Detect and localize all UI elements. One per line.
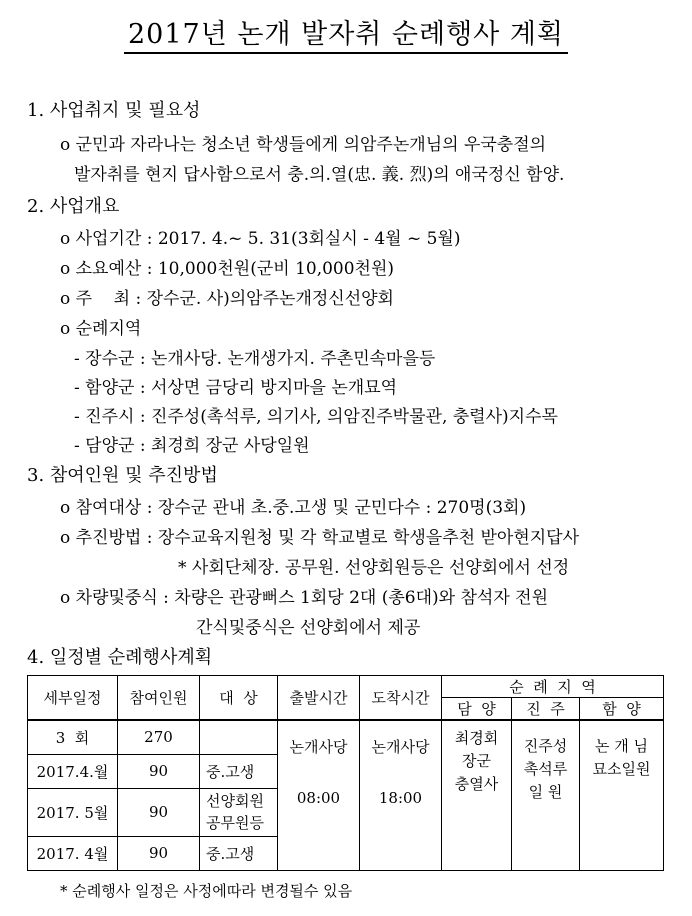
departure-cell (278, 720, 360, 870)
project-host: o 주 최 : 장수군. 사)의암주논개정신선양회 (60, 289, 394, 309)
section2-heading: 2. 사업개요 (27, 196, 120, 217)
row-target-line: 선양회원 (206, 792, 264, 810)
section4-heading: 4. 일정별 순례행사계획 (27, 647, 213, 668)
row-schedule: 2017. 4월 (28, 836, 118, 870)
hamyang-line: 논 개 님 (594, 737, 648, 755)
row-target (200, 788, 278, 836)
damyang-cell (442, 720, 512, 870)
header-region: 순 례 지 역 (442, 676, 664, 698)
departure-place: 논개사당 (289, 737, 348, 756)
participation-target: o 참여대상 : 장수군 관내 초.중.고생 및 군민다수 : 270명(3회) (60, 498, 527, 518)
header-jinju: 진 주 (512, 698, 580, 721)
vehicle-meal-line2: 간식및중식은 선양회에서 제공 (196, 618, 421, 638)
header-schedule: 세부일정 (28, 676, 118, 721)
hamyang-cell (580, 720, 664, 870)
total-participants: 270 (118, 720, 200, 754)
section1-line1: o 군민과 자라나는 청소년 학생들에게 의암주논개님의 우국충절의 (60, 135, 547, 155)
header-departure: 출발시간 (278, 676, 360, 721)
region-item: - 함양군 : 서상면 금당리 방지마을 논개묘역 (74, 378, 398, 398)
row-participants: 90 (118, 836, 200, 870)
total-target (200, 720, 278, 754)
region-item: - 장수군 : 논개사당. 논개생가지. 주촌민속마을등 (74, 349, 436, 369)
row-target: 중.고생 (200, 836, 278, 870)
schedule-table (27, 675, 664, 871)
total-schedule: 3 회 (28, 720, 118, 754)
project-period: o 사업기간 : 2017. 4.~ 5. 31(3회실시 - 4월 ~ 5월) (60, 229, 461, 249)
table-row (28, 720, 664, 754)
header-arrival: 도착시간 (360, 676, 442, 721)
row-target: 중.고생 (200, 754, 278, 788)
jinju-line: 일 원 (528, 783, 563, 801)
page-title: 2017년 논개 발자취 순례행사 계획 (0, 12, 692, 51)
pilgrimage-region-heading: o 순례지역 (60, 319, 142, 339)
arrival-cell (360, 720, 442, 870)
section1-heading: 1. 사업취지 및 필요성 (27, 100, 201, 121)
row-target-line: 공무원등 (206, 814, 264, 832)
row-participants: 90 (118, 754, 200, 788)
header-hamyang: 함 양 (580, 698, 664, 721)
damyang-line: 충열사 (454, 775, 499, 793)
jinju-cell (512, 720, 580, 870)
promotion-method: o 추진방법 : 장수교육지원청 및 각 학교별로 학생을추천 받아현지답사 (60, 528, 580, 548)
header-participants: 참여인원 (118, 676, 200, 721)
region-item: - 진주시 : 진주성(촉석루, 의기사, 의암진주박물관, 충렬사)지수목 (74, 407, 558, 427)
footnote: * 순례행사 일정은 사정에따라 변경될수 있음 (60, 882, 353, 900)
row-participants: 90 (118, 788, 200, 836)
arrival-time: 18:00 (378, 788, 423, 807)
header-damyang: 담 양 (442, 698, 512, 721)
jinju-line: 촉석루 (523, 760, 568, 778)
section3-heading: 3. 참여인원 및 추진방법 (27, 465, 218, 486)
row-schedule: 2017.4.월 (28, 754, 118, 788)
arrival-place: 논개사당 (371, 737, 430, 756)
damyang-line: 최경회 (454, 729, 499, 747)
region-item: - 담양군 : 최경희 장군 사당일원 (74, 436, 310, 456)
hamyang-line: 묘소일원 (592, 760, 651, 778)
row-schedule: 2017. 5월 (28, 788, 118, 836)
damyang-line: 장군 (462, 752, 491, 770)
project-budget: o 소요예산 : 10,000천원(군비 10,000천원) (60, 259, 395, 279)
jinju-line: 진주성 (523, 737, 568, 755)
vehicle-meal: o 차량및중식 : 차량은 관광뻐스 1회당 2대 (총6대)와 참석자 전원 (60, 588, 549, 608)
table-header-row (28, 676, 664, 698)
promotion-method-note: * 사회단체장. 공무원. 선양회원등은 선양회에서 선정 (178, 558, 570, 578)
departure-time: 08:00 (296, 788, 341, 807)
section1-line2: 발자취를 현지 답사함으로서 충.의.열(忠. 義. 烈)의 애국정신 함양. (74, 165, 565, 185)
header-target: 대 상 (200, 676, 278, 721)
